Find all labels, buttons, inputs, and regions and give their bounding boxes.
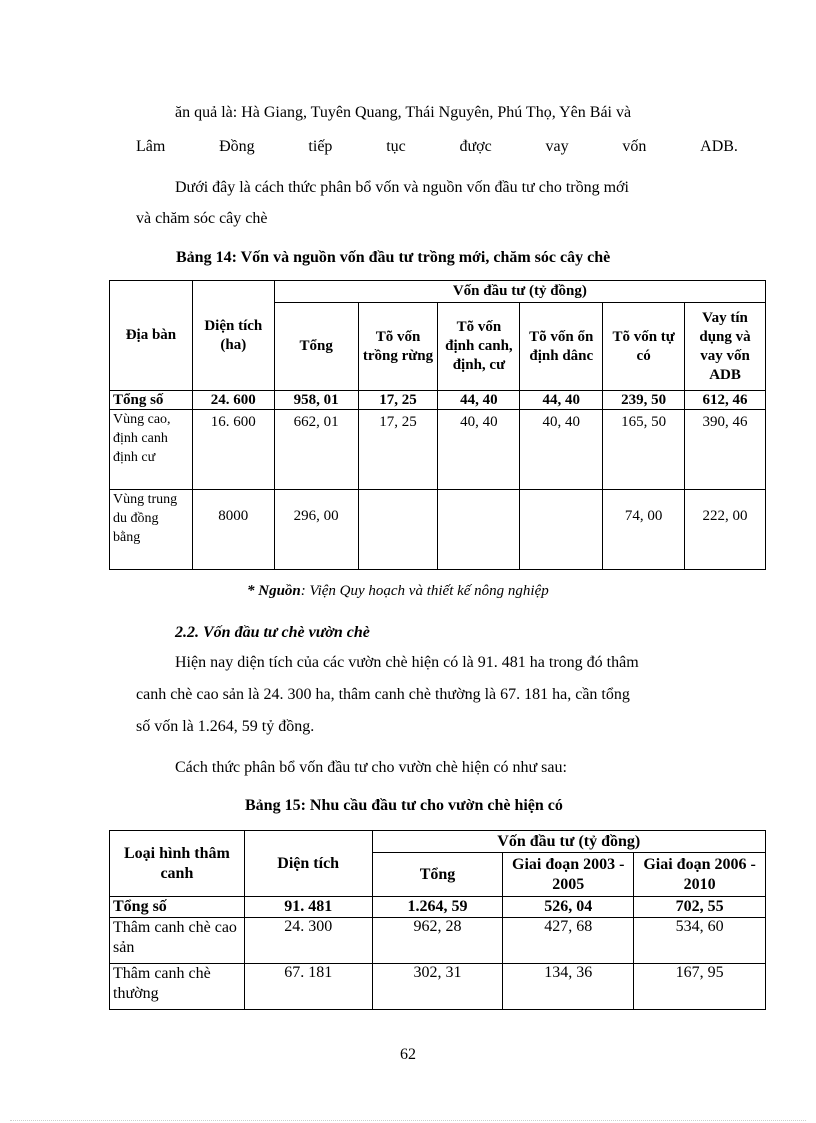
source-text: : Viện Quy hoạch và thiết kế nông nghiệp [300, 583, 549, 599]
cell: 91. 481 [244, 897, 372, 918]
header-von-dau-tu: Vốn đầu tư (tỷ đồng) [372, 831, 765, 853]
word: Lâm [136, 138, 166, 155]
paragraph-line: canh chè cao sản là 24. 300 ha, thâm canh chè thường là 67. 181 ha, cần tổng [136, 686, 630, 703]
header-giai-doan-2: Giai đoạn 2006 - 2010 [634, 853, 766, 897]
cell: 302, 31 [372, 964, 503, 1010]
cell: 44, 40 [520, 391, 603, 410]
paragraph-line: Cách thức phân bổ vốn đầu tư cho vườn chè hiện có như sau: [175, 759, 567, 776]
header-to-von-trong-rung: Tõ vốn trồng rừng [358, 303, 438, 391]
header-loai-hinh: Loại hình thâm canh [110, 831, 245, 897]
table-14 [109, 280, 766, 570]
cell: 8000 [192, 490, 274, 570]
paragraph-line: Dưới đây là cách thức phân bổ vốn và nguồn vốn đầu tư cho trồng mới [175, 179, 629, 196]
cell: 24. 300 [244, 918, 372, 964]
word: được [459, 138, 492, 155]
cell: 1.264, 59 [372, 897, 503, 918]
paragraph-line: ăn quả là: Hà Giang, Tuyên Quang, Thái Nguyên, Phú Thọ, Yên Bái và [175, 104, 632, 121]
cell: 390, 46 [685, 410, 766, 490]
word: tiếp [308, 138, 333, 155]
cell: 427, 68 [503, 918, 634, 964]
paragraph-line: và chăm sóc cây chè [136, 210, 268, 227]
table-row [110, 490, 766, 570]
word: Đồng [219, 138, 255, 155]
header-giai-doan-1: Giai đoạn 2003 - 2005 [503, 853, 634, 897]
cell [520, 490, 603, 570]
header-to-von-tu-co: Tõ vốn tự có [603, 303, 685, 391]
header-vay-tin-dung: Vay tín dụng và vay vốn ADB [685, 303, 766, 391]
cell: 165, 50 [603, 410, 685, 490]
cell: Thâm canh chè thường [110, 964, 245, 1010]
header-tong: Tổng [372, 853, 503, 897]
word: tục [386, 138, 406, 155]
header-dia-ban: Địa bàn [110, 281, 193, 391]
cell: 134, 36 [503, 964, 634, 1010]
cell: Thâm canh chè cao sản [110, 918, 245, 964]
table-15 [109, 830, 766, 1010]
page-divider [10, 1120, 806, 1121]
word: vốn [622, 138, 647, 155]
cell: 24. 600 [192, 391, 274, 410]
table-row-total [110, 897, 766, 918]
cell: Tổng số [110, 897, 245, 918]
cell [438, 490, 520, 570]
header-to-von-dinh-canh: Tõ vốn định canh, định, cư [438, 303, 520, 391]
cell: 702, 55 [634, 897, 766, 918]
cell: 44, 40 [438, 391, 520, 410]
cell: 296, 00 [274, 490, 358, 570]
section-title: 2.2. Vốn đầu tư chè vườn chè [175, 624, 370, 641]
table-14-source [247, 583, 549, 600]
table-row [110, 964, 766, 1010]
cell: 662, 01 [274, 410, 358, 490]
paragraph-line-justified [136, 137, 738, 157]
page-number: 62 [400, 1046, 416, 1063]
cell: 17, 25 [358, 410, 438, 490]
cell: 222, 00 [685, 490, 766, 570]
header-tong: Tổng [274, 303, 358, 391]
table-15-caption: Bảng 15: Nhu cầu đầu tư cho vườn chè hiện có [245, 797, 563, 814]
cell: 40, 40 [520, 410, 603, 490]
word: ADB. [700, 138, 738, 155]
paragraph-line: Hiện nay diện tích của các vườn chè hiện có là 91. 481 ha trong đó thâm [175, 654, 639, 671]
cell: 962, 28 [372, 918, 503, 964]
header-to-von-on-dinh: Tõ vốn ổn định dânc [520, 303, 603, 391]
paragraph-line: số vốn là 1.264, 59 tỷ đồng. [136, 718, 315, 735]
cell: Tổng số [110, 391, 193, 410]
table-row [110, 410, 766, 490]
cell [358, 490, 438, 570]
cell: 612, 46 [685, 391, 766, 410]
header-von-dau-tu: Vốn đầu tư (tỷ đồng) [274, 281, 765, 303]
cell: Vùng trung du đồng bằng [110, 490, 193, 570]
header-dien-tich: Diện tích (ha) [192, 281, 274, 391]
cell: 40, 40 [438, 410, 520, 490]
cell: 958, 01 [274, 391, 358, 410]
cell: Vùng cao, định canh định cư [110, 410, 193, 490]
word: vay [545, 138, 569, 155]
cell: 16. 600 [192, 410, 274, 490]
cell: 534, 60 [634, 918, 766, 964]
table-row [110, 918, 766, 964]
cell: 74, 00 [603, 490, 685, 570]
cell: 239, 50 [603, 391, 685, 410]
cell: 67. 181 [244, 964, 372, 1010]
table-14-caption: Bảng 14: Vốn và nguồn vốn đầu tư trồng mới, chăm sóc cây chè [176, 249, 611, 266]
cell: 167, 95 [634, 964, 766, 1010]
cell: 17, 25 [358, 391, 438, 410]
cell: 526, 04 [503, 897, 634, 918]
source-label: * Nguồn [247, 583, 301, 599]
header-dien-tich: Diện tích [244, 831, 372, 897]
table-row-total [110, 391, 766, 410]
